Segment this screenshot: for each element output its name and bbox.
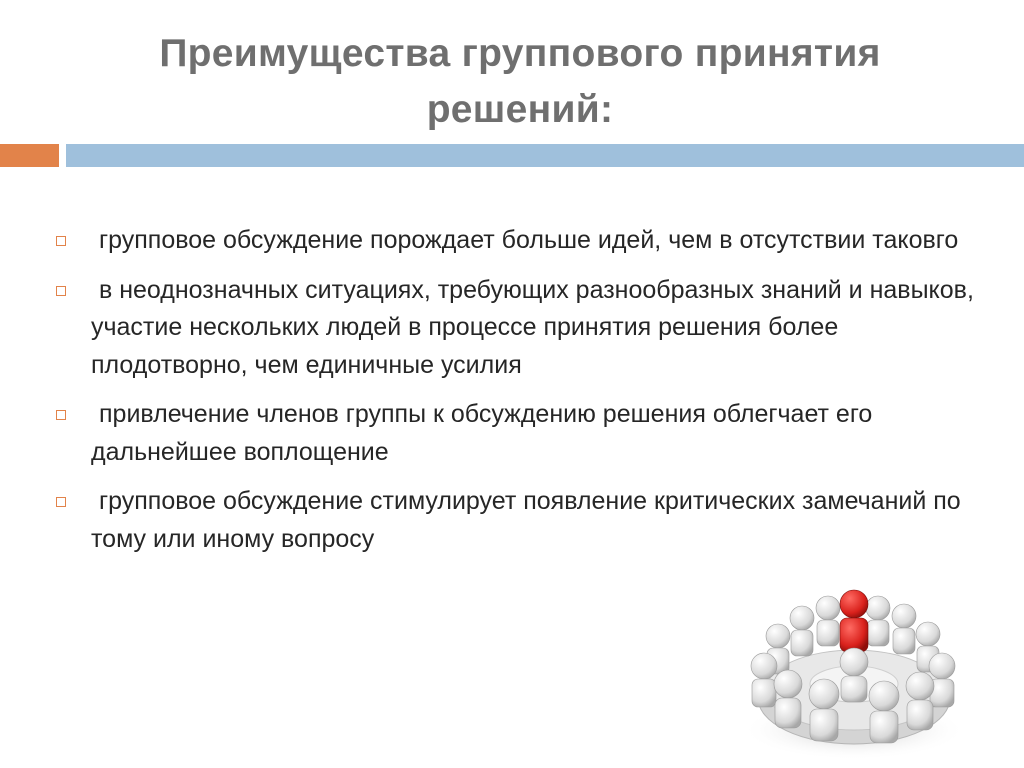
bullet-text: групповое обсуждение стимулирует появление критических замечаний по тому или иному вопросу bbox=[91, 487, 961, 553]
bullet-text: групповое обсуждение порождает больше идей, чем в отсутствии таковго bbox=[99, 226, 959, 254]
bullet-text: привлечение членов группы к обсуждению решения облегчает его дальнейшее воплощение bbox=[91, 400, 873, 466]
title-line-2: решений: bbox=[426, 88, 614, 131]
accent-bar-orange bbox=[0, 144, 59, 167]
slide-title bbox=[120, 26, 920, 138]
bullet-list bbox=[48, 222, 998, 570]
square-bullet-icon bbox=[56, 410, 66, 420]
accent-bar-blue bbox=[66, 144, 1024, 167]
bullet-text: в неоднозначных ситуациях, требующих разнообразных знаний и навыков, участие нескольких людей в процессе принятия решения более плодотворно, чем единичные усилия bbox=[91, 275, 974, 379]
list-item bbox=[48, 396, 998, 471]
list-item bbox=[48, 222, 998, 260]
title-line-1: Преимущества группового принятия bbox=[159, 32, 881, 75]
team-circle-with-leader-icon bbox=[742, 580, 966, 760]
square-bullet-icon bbox=[56, 236, 66, 246]
square-bullet-icon bbox=[56, 497, 66, 507]
list-item bbox=[48, 483, 998, 558]
list-item bbox=[48, 272, 998, 385]
square-bullet-icon bbox=[56, 286, 66, 296]
